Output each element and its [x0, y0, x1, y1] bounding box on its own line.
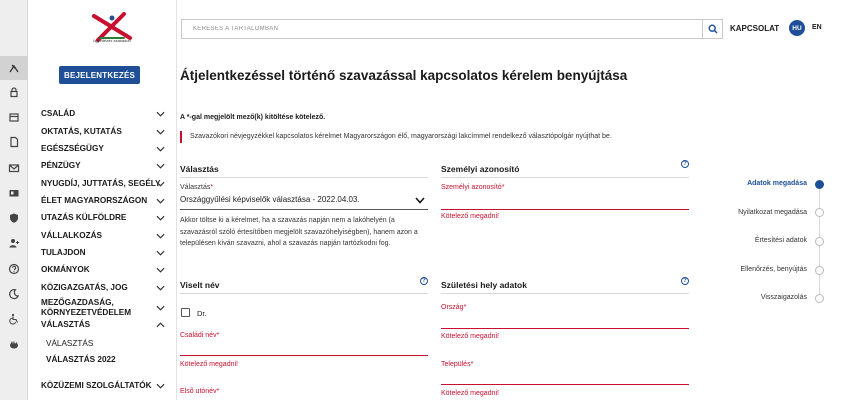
field-label-text: Családi név	[180, 332, 217, 339]
sub-item-valasztas[interactable]: VÁLASZTÁS	[46, 339, 94, 348]
nav-label: CSALÁD	[41, 109, 76, 118]
step-dot	[815, 294, 824, 303]
required-mark: *	[501, 184, 505, 191]
required-mark: *	[216, 332, 220, 339]
sub-item-valasztas-2022[interactable]: VÁLASZTÁS 2022	[46, 355, 116, 364]
nav-label: OKTATÁS, KUTATÁS	[41, 127, 122, 136]
logo-text: ügyintézés szabadon	[93, 38, 131, 43]
chevron-down-icon	[156, 163, 165, 169]
chevron-down-icon	[156, 305, 165, 311]
csaladi-nev-label	[180, 332, 219, 339]
required-mark: *	[463, 304, 467, 311]
nav-item-okmanyok[interactable]	[41, 265, 165, 275]
field-label-text: Személyi azonosító	[441, 184, 502, 191]
szemelyi-input[interactable]	[441, 209, 689, 210]
header	[177, 0, 842, 58]
telepules-input[interactable]	[441, 384, 689, 385]
required-mark: *	[210, 184, 214, 191]
search-icon	[708, 24, 718, 34]
chevron-down-icon	[156, 215, 165, 221]
elso-utonev-label	[180, 388, 219, 395]
nav-label: VÁLASZTÁS	[41, 320, 91, 329]
dr-checkbox-label: Dr.	[197, 309, 207, 318]
chevron-down-icon	[156, 111, 165, 117]
search-input[interactable]	[182, 20, 702, 38]
search-bar	[181, 19, 723, 39]
search-button[interactable]	[702, 20, 722, 38]
login-button[interactable]: BEJELENTKEZÉS	[59, 66, 140, 84]
nav-item-csalad[interactable]	[41, 109, 165, 119]
lang-en-button[interactable]: EN	[812, 24, 822, 31]
info-box: Szavazókori névjegyzékkel kapcsolatos kérelmet Magyarországon élő, magyarországi lakcímmel rendelkező választópolgár nyújthat be.	[180, 131, 680, 143]
nav-item-nyugdij[interactable]	[41, 179, 165, 189]
nav-label: KÖZIGAZGATÁS, JOG	[41, 283, 128, 292]
page-title: Átjelentkezéssel történő szavazással kapcsolatos kérelem benyújtása	[180, 68, 628, 83]
orszag-input[interactable]	[441, 328, 689, 329]
telepules-error: Kötelező megadni!	[441, 390, 499, 397]
calendar-icon[interactable]	[0, 105, 28, 129]
field-label-text: Választás	[180, 184, 211, 191]
section-divider	[441, 293, 689, 294]
sign-language-icon[interactable]	[0, 332, 28, 356]
required-mark: *	[216, 388, 220, 395]
nav-item-mezogazdasag[interactable]	[41, 298, 165, 318]
szemelyi-label	[441, 184, 504, 191]
help-icon[interactable]: ?	[681, 160, 689, 168]
section-title-viselt-nev: Viselt név	[180, 280, 220, 290]
select-underline	[180, 209, 428, 210]
lock-icon[interactable]	[0, 80, 28, 104]
orszag-error: Kötelező megadni!	[441, 333, 499, 340]
orszag-label	[441, 304, 466, 311]
nav-label: KÖRNYEZETVÉDELEM	[41, 308, 132, 317]
step-adatok-megadasa: Adatok megadása	[747, 180, 807, 187]
section-title-szemelyi: Személyi azonosító	[441, 164, 520, 174]
nav-label: ÉLET MAGYARORSZÁGON	[41, 196, 148, 205]
chevron-down-icon	[156, 250, 165, 256]
nav-item-oktatas[interactable]	[41, 127, 165, 137]
contact-link[interactable]: KAPCSOLAT	[730, 24, 780, 33]
valasztas-label	[180, 184, 213, 191]
nav-label: NYUGDÍJ, JUTTATÁS, SEGÉLY	[41, 179, 161, 188]
step-nyilatkozat: Nyilatkozat megadása	[738, 209, 807, 216]
nav-item-kozigazgatas[interactable]	[41, 283, 165, 293]
required-mark: *	[470, 361, 474, 368]
step-dot	[815, 266, 824, 275]
nav-item-elet[interactable]	[41, 196, 165, 206]
chevron-down-icon[interactable]	[415, 197, 425, 204]
nav-label: KÖZÜZEMI SZOLGÁLTATÓK	[41, 381, 152, 390]
chevron-down-icon	[156, 198, 165, 204]
nav-item-egeszsegugy[interactable]	[41, 144, 165, 154]
nav-label: MEZŐGAZDASÁG,	[41, 298, 114, 307]
shield-icon[interactable]	[0, 206, 28, 230]
help-icon[interactable]: ?	[681, 277, 689, 285]
nav-label: TULAJDON	[41, 248, 86, 257]
nav-item-kozuzemi[interactable]	[41, 381, 165, 391]
field-label-text: Ország	[441, 304, 464, 311]
nav-item-vallalkozas[interactable]	[41, 231, 165, 241]
nav-label: OKMÁNYOK	[41, 265, 90, 274]
document-icon[interactable]	[0, 130, 28, 154]
section-divider	[441, 177, 689, 178]
step-visszaigazolas: Visszaigazolás	[760, 294, 807, 301]
chevron-down-icon	[156, 181, 165, 187]
nav-label: VÁLLALKOZÁS	[41, 231, 102, 240]
chevron-down-icon	[156, 233, 165, 239]
step-ellenorzes: Ellenőrzés, benyújtás	[740, 266, 807, 273]
user-add-icon[interactable]	[0, 231, 28, 255]
chevron-down-icon	[156, 267, 165, 273]
chevron-down-icon	[156, 146, 165, 152]
sidebar	[28, 0, 177, 400]
section-divider	[180, 293, 428, 294]
person-vote-icon[interactable]	[0, 56, 28, 80]
step-dot-active	[815, 180, 824, 189]
csaladi-nev-input[interactable]	[180, 355, 428, 356]
chevron-up-icon	[156, 322, 165, 328]
help-icon[interactable]: ?	[420, 277, 428, 285]
moon-icon[interactable]	[0, 282, 28, 306]
field-label-text: Település	[441, 361, 471, 368]
valasztas-select[interactable]: Országgyűlési képviselők választása - 2022.04.03.	[180, 195, 360, 204]
section-title-szuletesi: Születési hely adatok	[441, 280, 527, 290]
nav-label: EGÉSZSÉGÜGY	[41, 144, 104, 153]
required-note: A *-gal megjelölt mező(k) kitöltése kötelező.	[180, 114, 326, 121]
id-card-icon[interactable]	[0, 181, 28, 205]
accessibility-icon[interactable]	[0, 307, 28, 331]
szemelyi-error: Kötelező megadni!	[441, 213, 499, 220]
question-icon[interactable]	[0, 257, 28, 281]
nav-item-penzugy[interactable]	[41, 161, 165, 171]
lang-hu-button[interactable]: HU	[789, 20, 805, 36]
field-label-text: Első utónév	[180, 388, 217, 395]
dr-checkbox[interactable]	[181, 308, 190, 317]
mail-icon[interactable]	[0, 156, 28, 180]
step-dot	[815, 237, 824, 246]
logo-icon	[84, 6, 140, 50]
nav-item-utazas[interactable]	[41, 213, 165, 223]
chevron-down-icon	[156, 285, 165, 291]
step-dot	[815, 208, 824, 217]
section-divider	[180, 177, 428, 178]
chevron-down-icon	[156, 129, 165, 135]
step-ertesitesi: Értesítési adatok	[754, 237, 807, 244]
nav-item-tulajdon[interactable]	[41, 248, 165, 258]
valasztas-help-text: Akkor töltse ki a kérelmet, ha a szavazás napján nem a lakóhelyén (a szavazásról szóló értesítőben megjelölt szavazóhelyiségben), hanem azon a településen kíván szavazni, ahol a szavazás napján tartózkodni fog.	[180, 217, 418, 247]
chevron-down-icon	[156, 383, 165, 389]
nav-item-valasztas[interactable]	[41, 320, 165, 330]
section-title-valasztas: Választás	[180, 164, 219, 174]
csaladi-nev-error: Kötelező megadni!	[180, 361, 238, 368]
telepules-label	[441, 361, 473, 368]
icon-rail	[0, 0, 28, 400]
nav-label: PÉNZÜGY	[41, 161, 81, 170]
nav-label: UTAZÁS KÜLFÖLDRE	[41, 213, 127, 222]
